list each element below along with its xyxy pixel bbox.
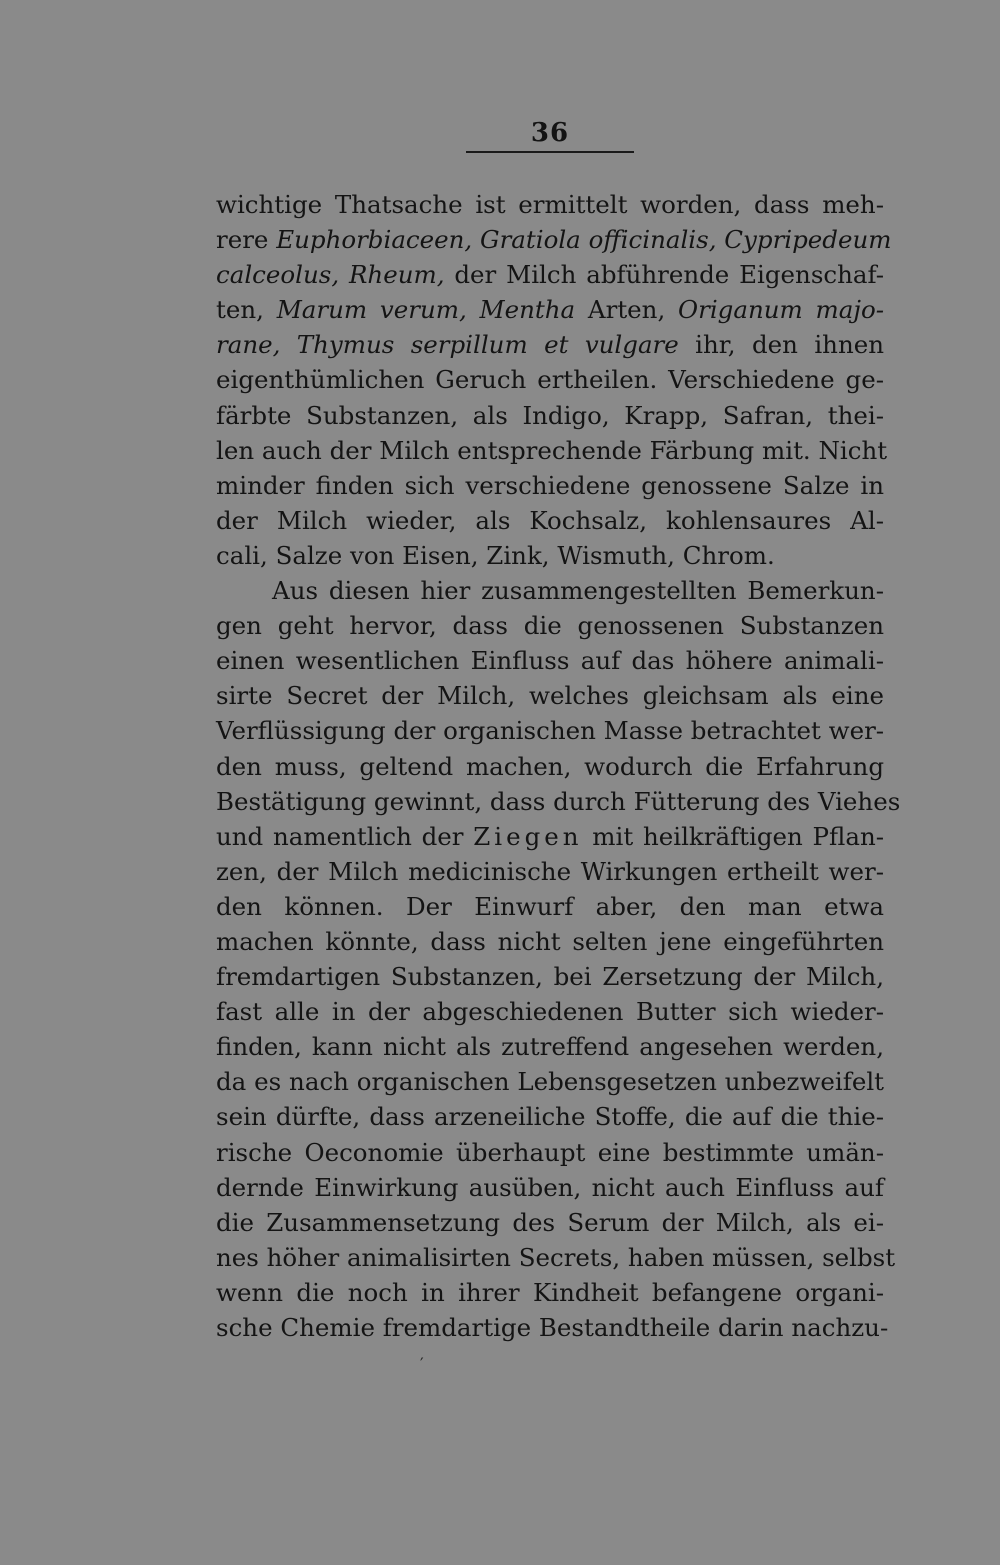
text-run: Bestätigung gewinnt, dass durch Fütterung des Viehes [216,786,901,816]
italic-term: Marum verum, [276,295,467,325]
text-run: len auch der Milch entsprechende Färbung mit. Nicht [216,435,888,465]
text-line [216,468,884,503]
text-run: mit heilkräftigen Pflan- [582,821,884,851]
text-run: rere [216,225,277,255]
text-line [216,187,884,222]
body-text [216,187,901,1345]
text-run: fast alle in der abgeschiedenen Butter sich wieder- [216,997,884,1027]
text-run: gen geht hervor, dass die genossenen Substanzen [216,611,884,641]
text-run [472,225,480,254]
text-line [216,889,884,924]
text-run: machen könnte, dass nicht selten jene eingeführten [216,926,884,956]
text-line [216,854,884,889]
italic-term: Euphorbiaceen, [276,225,473,255]
text-line [216,1205,884,1240]
text-run: und namentlich der [216,821,474,851]
text-line [216,749,884,784]
text-run: wichtige Thatsache ist ermittelt worden, dass meh- [216,190,884,219]
text-run: Aus diesen hier zusammengestellten Bemerkun- [272,576,884,606]
text-run: den können. Der Einwurf aber, den man etwa [216,891,884,921]
text-run: zen, der Milch medicinische Wirkungen ertheilt wer- [216,856,884,886]
text-run: die Zusammensetzung des Serum der Milch, als ei- [216,1207,884,1237]
text-line [216,784,901,819]
italic-term: Thymus serpillum et vulgare [296,330,679,360]
text-line [216,503,884,538]
text-run: minder finden sich verschiedene genossene Salze in [216,470,884,500]
text-line [216,819,884,854]
text-line [216,362,884,397]
text-line [216,959,884,994]
text-line [216,713,884,748]
print-speck: ′ [420,1354,424,1373]
text-line [216,1310,889,1345]
text-run: fremdartigen Substanzen, bei Zersetzung der Milch, [216,962,884,992]
text-run: eigenthümlichen Geruch ertheilen. Verschiedene ge- [216,365,884,395]
text-run: der Milch wieder, als Kochsalz, kohlensaures Al- [216,505,884,535]
text-run [339,260,349,289]
text-line [216,1240,896,1275]
text-run: sein dürfte, dass arzeneiliche Stoffe, die auf die thie- [216,1102,884,1132]
italic-term: Origanum majo- [678,295,884,325]
text-run: rische Oeconomie überhaupt eine bestimmte umän- [216,1137,884,1167]
text-run: sirte Secret der Milch, welches gleichsam als eine [216,681,884,711]
italic-term: calceolus, [216,260,340,290]
spaced-emphasis: Ziegen [473,821,583,851]
text-line [216,1275,884,1310]
text-line [216,292,884,327]
text-line [216,1099,884,1134]
text-line [216,433,888,468]
text-run: ten, [216,295,277,325]
text-line [216,1135,884,1170]
text-run: Arten, [575,295,679,325]
text-line [216,924,884,959]
text-run: cali, Salze von Eisen, Zink, Wismuth, Chrom. [216,540,775,570]
text-line [216,573,884,608]
text-line [216,1029,884,1064]
text-line [216,1064,884,1099]
text-run [467,295,480,324]
text-run: Verflüssigung der organischen Masse betrachtet wer- [216,716,885,746]
text-run [280,330,296,359]
italic-term: Mentha [479,295,576,325]
text-run: da es nach organischen Lebensgesetzen unbezweifelt [216,1067,884,1097]
text-run: färbte Substanzen, als Indigo, Krapp, Safran, thei- [216,400,884,430]
text-line [216,222,892,257]
text-run: wenn die noch in ihrer Kindheit befangene organi- [216,1277,884,1307]
text-line [216,643,884,678]
text-run: der Milch abführende Eigenschaf- [444,260,884,290]
text-run: finden, kann nicht als zutreffend angesehen werden, [216,1032,884,1062]
text-line [216,608,884,643]
text-run: ihr, den ihnen [678,330,884,360]
text-run: nes höher animalisirten Secrets, haben müssen, selbst [216,1242,896,1272]
text-run: dernde Einwirkung ausüben, nicht auch Einfluss auf [216,1172,884,1202]
italic-term: rane, [216,330,281,360]
page-number: 36 [530,118,570,148]
text-run: einen wesentlichen Einfluss auf das höhere animali- [216,646,884,676]
text-line [216,1170,884,1205]
text-line [216,538,884,573]
text-line [216,678,884,713]
italic-term: Cypripedeum [724,225,892,255]
header-rule [466,151,634,153]
italic-term: Rheum, [348,260,445,290]
text-line [216,994,884,1029]
text-run: sche Chemie fremdartige Bestandtheile darin nachzu- [216,1313,889,1342]
text-line [216,257,884,292]
text-line [216,327,884,362]
text-line [216,398,884,433]
italic-term: Gratiola officinalis, [480,225,717,255]
text-run: den muss, geltend machen, wodurch die Erfahrung [216,751,884,781]
